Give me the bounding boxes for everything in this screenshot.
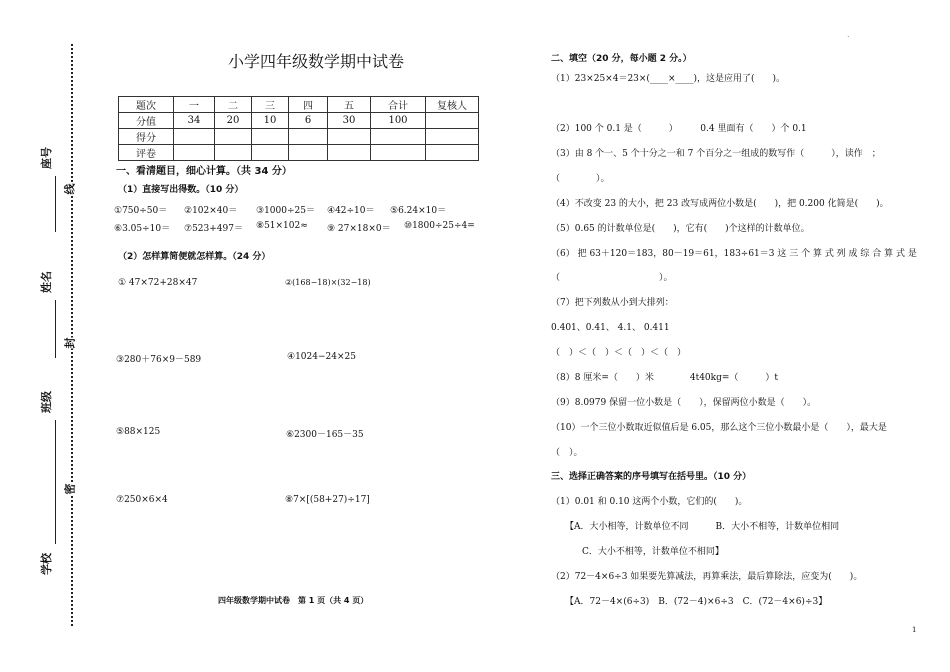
choice-line: C．大小不相等，计数单位不相同】 (582, 547, 724, 557)
table-cell: 6 (289, 113, 328, 129)
table-cell[interactable] (328, 145, 371, 161)
table-cell: 五 (328, 97, 371, 113)
seal-secret-char: 密 (61, 484, 79, 495)
calc-item: ②102×40＝ (184, 206, 238, 216)
table-cell[interactable] (328, 129, 371, 145)
section3-heading: 三、选择正确答案的序号填写在括号里。（10 分） (551, 472, 752, 482)
table-cell: 复核人 (426, 97, 479, 113)
table-cell[interactable] (289, 145, 328, 161)
table-cell: 评卷 (119, 145, 174, 161)
table-row (119, 113, 479, 129)
class-label: 班级 (40, 391, 53, 413)
section2-heading: 二、填空（20 分，每小题 2 分。） (551, 54, 692, 64)
simplify-item: ⑥2300－165－35 (286, 430, 364, 440)
table-cell: 一 (174, 97, 215, 113)
fill-line: （2）100 个 0.1 是（ ） 0.4 里面有（ ）个 0.1 (551, 124, 807, 134)
score-table-header (119, 97, 479, 113)
table-row (119, 129, 479, 145)
simplify-item: ⑦250×6×4 (116, 495, 168, 505)
calc-item: ⑥3.05÷10＝ (114, 224, 171, 234)
fill-line: （4）不改变 23 的大小，把 23 改写成两位小数是( )，把 0.200 化简是( )。 (551, 199, 889, 209)
table-cell: 10 (252, 113, 289, 129)
simplify-item: ① 47×72+28×47 (118, 278, 198, 288)
calc-item: ⑦523+497＝ (184, 224, 243, 234)
table-cell[interactable] (371, 145, 426, 161)
table-cell[interactable] (215, 129, 252, 145)
table-cell[interactable] (426, 145, 479, 161)
choice-line: 【A．72－4×(6÷3) B．(72－4)×6÷3 C．(72－4×6)÷3】 (565, 597, 828, 607)
table-cell: 四 (289, 97, 328, 113)
table-cell[interactable] (174, 129, 215, 145)
seal-line-char: 线 (61, 184, 79, 195)
calc-item: ⑨ 27×18×0＝ (327, 224, 391, 234)
seat-label: 座号 (40, 147, 53, 169)
calc-item: ④42÷10＝ (327, 206, 375, 216)
simplify-item: ⑤88×125 (116, 427, 161, 437)
calc-item: ①750÷50＝ (114, 206, 168, 216)
fill-line: （1）23×25×4＝23×(____×____)，这是应用了( )。 (551, 74, 786, 84)
name-line (55, 300, 56, 358)
table-cell[interactable] (426, 129, 479, 145)
fill-line: （ ）＜（ ）＜（ ）＜（ ） (551, 348, 687, 358)
table-cell: 合计 (371, 97, 426, 113)
table-cell: 题次 (119, 97, 174, 113)
part1-heading: （1）直接写出得数。（10 分） (118, 185, 244, 195)
table-cell: 二 (215, 97, 252, 113)
section1-heading: 一、看清题目，细心计算。（共 34 分） (116, 166, 292, 177)
fill-line: （ ）。 (551, 174, 610, 184)
table-cell[interactable] (289, 129, 328, 145)
table-cell[interactable] (215, 145, 252, 161)
calc-item: ⑤6.24×10＝ (390, 206, 447, 216)
fill-line: （ ）。 (551, 273, 673, 283)
table-cell: 30 (328, 113, 371, 129)
corner-mark: . (847, 30, 850, 39)
table-cell[interactable] (174, 145, 215, 161)
seat-line (55, 176, 56, 232)
name-label: 姓名 (40, 271, 53, 293)
table-row (119, 145, 479, 161)
fill-line: （10）一个三位小数取近似值后是 6.05，那么这个三位小数最小是（ ），最大是 (551, 423, 887, 433)
calc-item: ⑩1800÷25÷4= (404, 221, 475, 231)
simplify-item: ⑧7×[(58+27)÷17] (285, 495, 370, 505)
table-cell: 34 (174, 113, 215, 129)
calc-item: ③1000÷25＝ (256, 206, 315, 216)
binding-dotted-line (71, 44, 73, 626)
page-title: 小学四年级数学期中试卷 (228, 52, 405, 71)
simplify-item: ②(168−18)×(32−18) (285, 278, 371, 287)
simplify-item: ④1024−24×25 (287, 352, 356, 362)
table-cell: 得分 (119, 129, 174, 145)
fill-line: 0.401、0.41、 4.1、 0.411 (551, 323, 670, 333)
part2-heading: （2）怎样算简便就怎样算。（24 分） (118, 252, 271, 262)
calc-item: ⑧51×102≈ (256, 221, 308, 231)
page-footer: 四年级数学期中试卷 第 1 页（共 4 页） (218, 596, 369, 605)
table-cell: 100 (371, 113, 426, 129)
page-number: 1 (912, 626, 917, 634)
table-cell: 分值 (119, 113, 174, 129)
choice-line: （2）72－4×6÷3 如果要先算减法，再算乘法，最后算除法，应变为( )。 (551, 572, 863, 582)
table-cell[interactable] (371, 129, 426, 145)
choice-line: （1）0.01 和 0.10 这两个小数，它们的( )。 (551, 497, 748, 507)
school-label: 学校 (40, 553, 53, 575)
fill-line: （6） 把 63＋120＝183，80－19＝61，183÷61＝3 这 三 个 算 式 列 成 综 合 算 式 是 (551, 249, 917, 259)
table-cell (426, 113, 479, 129)
fill-line: （3）由 8 个一、5 个十分之一和 7 个百分之一组成的数写作（ ），读作 ； (551, 149, 881, 159)
table-cell: 20 (215, 113, 252, 129)
fill-line: （9）8.0979 保留一位小数是（ ），保留两位小数是（ ）。 (551, 398, 817, 408)
fill-line: （8）8 厘米=（ ）米 4t40kg=（ ）t (551, 373, 779, 383)
class-line (55, 420, 56, 544)
choice-line: 【A．大小相等，计数单位不同 B．大小不相等，计数单位相同 (565, 522, 840, 532)
table-cell[interactable] (252, 145, 289, 161)
fill-line: （ ）。 (551, 448, 583, 458)
seal-seal-char: 封 (61, 338, 79, 349)
score-table (118, 96, 479, 161)
simplify-item: ③280＋76×9－589 (116, 355, 202, 365)
fill-line: （7）把下列数从小到大排列： (551, 298, 674, 308)
fill-line: （5）0.65 的计数单位是( )，它有( )个这样的计数单位。 (551, 224, 810, 234)
table-cell[interactable] (252, 129, 289, 145)
table-cell: 三 (252, 97, 289, 113)
